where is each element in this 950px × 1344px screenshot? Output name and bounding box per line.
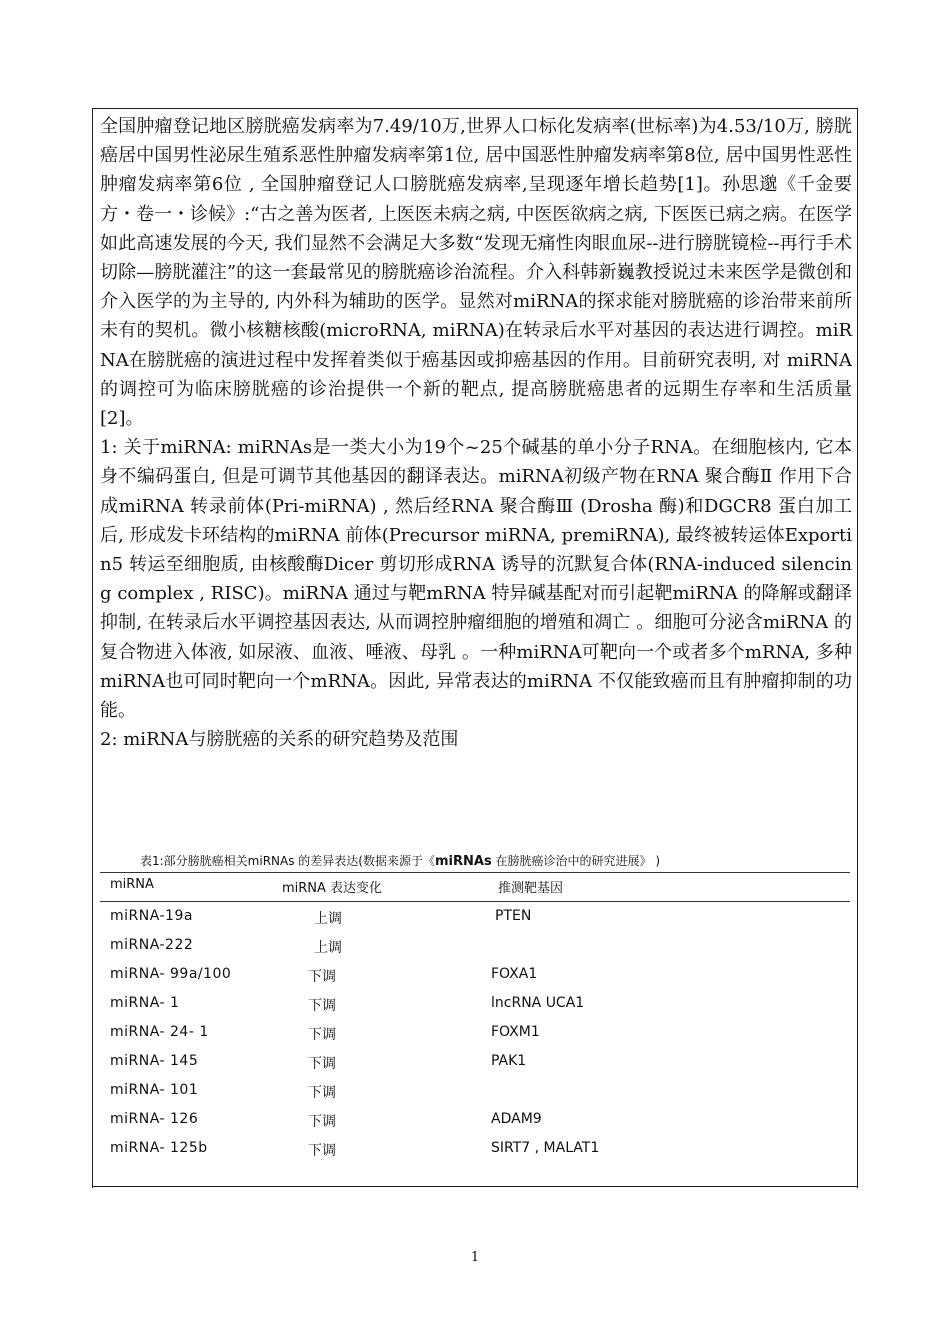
table-row: miRNA- 1 下调 lncRNA UCA1 [110,995,585,1014]
paragraph-section-2-heading: 2: miRNA与膀胱癌的关系的研究趋势及范围 [100,729,459,751]
table-row: miRNA-222 上调 [110,937,342,956]
table-row: miRNA- 24- 1 下调 FOXM1 [110,1024,540,1043]
frame-bottom-rule [92,1186,858,1187]
table-top-rule [100,872,850,873]
table-header-rule [100,901,850,902]
table-header-target: 推测靶基因 [498,881,564,896]
table-caption: 表1:部分膀胱癌相关miRNAs 的差异表达(数据来源于《miRNAs 在膀胱癌诊治中的研究进展》 ) [140,854,660,869]
body-text [100,112,852,754]
page-number: 1 [470,1250,480,1265]
table-header-mirna: miRNA [110,877,154,892]
paragraph-intro: 全国肿瘤登记地区膀胱癌发病率为7.49/10万,世界人口标化发病率(世标率)为4.53/10万, 膀胱癌居中国男性泌尿生殖系恶性肿瘤发病率第1位, 居中国恶性肿瘤发病率第8位, 居中国男性恶性肿瘤发病率第6位 , 全国肿瘤登记人口膀胱癌发病率,呈现逐年增长趋势[1]。孙思邈《千金要方・卷一・诊候》:“古之善为医者, 上医医未病之病, 中医医欲病之病, 下医医已病之病。在医学如此高速发展的今天, 我们显然不会满足大多数“发现无痛性肉眼血尿--进行膀胱镜检--再行手术切除—膀胱灌注”的这一套最常见的膀胱癌诊治流程。介入科韩新巍教授说过未来医学是微创和介入医学的为主导的, 内外科为辅助的医学。显然对miRNA的探求能对膀胱癌的诊治带来前所未有的契机。微小核糖核酸(microRNA, miRNA)在转录后水平对基因的表达进行调控。miRNA在膀胱癌的演进过程中发挥着类似于癌基因或抑癌基因的作用。目前研究表明, 对 miRNA 的调控可为临床膀胱癌的诊治提供一个新的靶点, 提高膀胱癌患者的远期生存率和生活质量 [2]。 [100,116,852,430]
paragraph-section-1: 1: 关于miRNA: miRNAs是一类大小为19个~25个碱基的单小分子RNA。在细胞核内, 它本身不编码蛋白, 但是可调节其他基因的翻译表达。miRNA初级产物在RNA 聚合酶Ⅱ 作用下合成miRNA 转录前体(Pri‐miRNA) , 然后经RNA 聚合酶Ⅲ (Drosha 酶)和DGCR8 蛋白加工后, 形成发卡环结构的miRNA 前体(Precursor miRNA, premiRNA), 最终被转运体Exportin5 转运至细胞质, 由核酸酶Dicer 剪切形成RNA 诱导的沉默复合体(RNA‐induced silencing complex , RISC)。miRNA 通过与靶mRNA 特异碱基配对而引起靶miRNA 的降解或翻译抑制, 在转录后水平调控基因表达, 从而调控肿瘤细胞的增殖和凋亡 。细胞可分泌含miRNA 的复合物进入体液, 如尿液、血液、唾液、母乳 。一种miRNA可靶向一个或者多个mRNA, 多种miRNA也可同时靶向一个mRNA。因此, 异常表达的miRNA 不仅能致癌而且有肿瘤抑制的功能。 [100,437,852,722]
table-row: miRNA- 101 下调 [110,1082,336,1101]
table-row: miRNA- 145 下调 PAK1 [110,1053,527,1072]
table-row: miRNA- 126 下调 ADAM9 [110,1111,542,1130]
table-row: miRNA- 125b 下调 SIRT7 , MALAT1 [110,1140,600,1159]
table-row: miRNA-19a 上调 PTEN [110,908,532,927]
table-header-expression: miRNA 表达变化 [282,881,383,896]
table-row: miRNA- 99a/100 下调 FOXA1 [110,966,538,985]
